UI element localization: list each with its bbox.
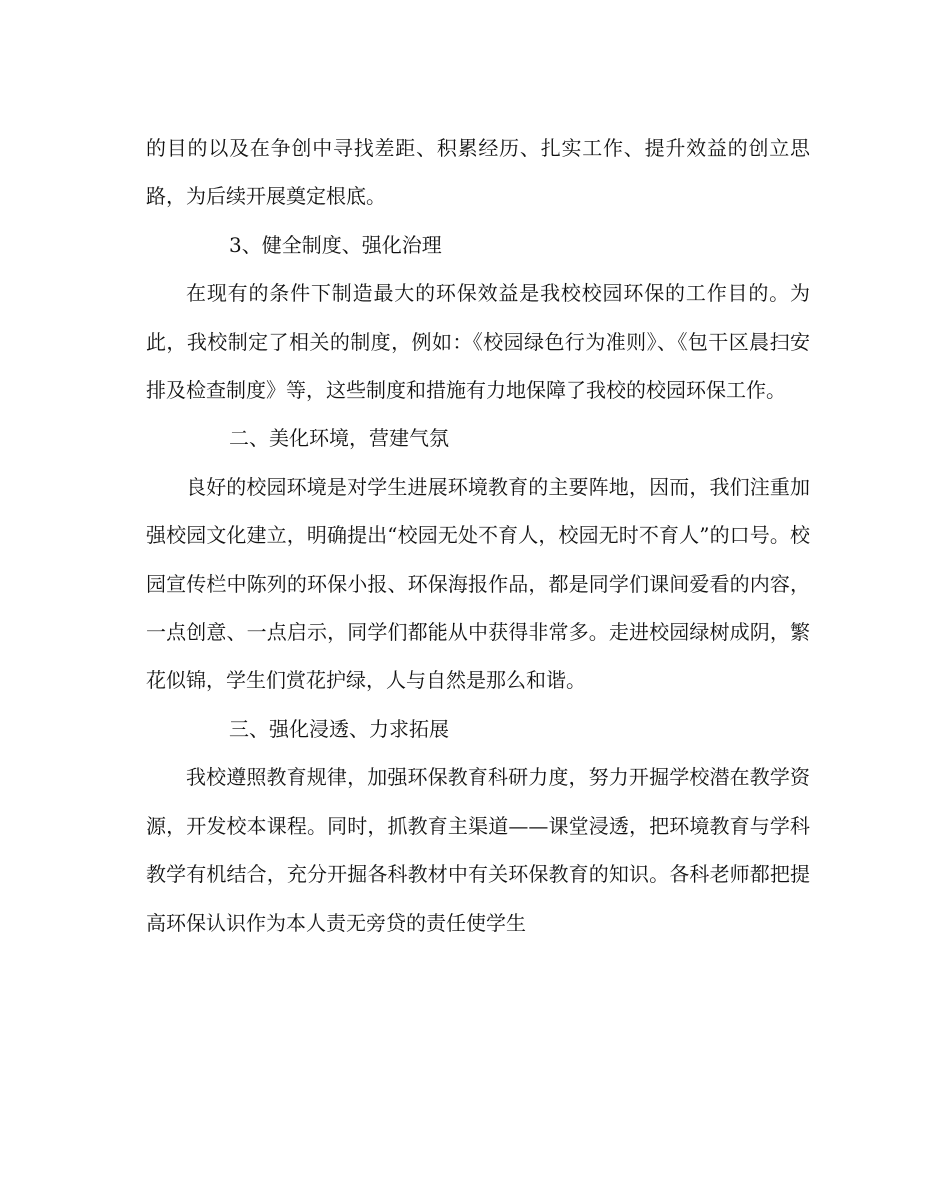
paragraph-continuation: 的目的以及在争创中寻找差距、积累经历、扎实工作、提升效益的创立思路，为后续开展奠定根底。	[146, 136, 810, 209]
paragraph-education: 我校遵照教育规律，加强环保教育科研力度，努力开掘学校潜在教学资源，开发校本课程。同时，抓教育主渠道——课堂浸透，把环境教育与学科教学有机结合，充分开掘各科教材中有关环保教育的知识。各科老师都把提高环保认识作为本人责无旁贷的责任使学生	[146, 765, 810, 935]
paragraph-campus-environment: 良好的校园环境是对学生进展环境教育的主要阵地，因而，我们注重加强校园文化建立，明确提出“校园无处不育人，校园无时不育人”的口号。校园宣传栏中陈列的环保小报、环保海报作品，都是同学们课间爱看的内容，一点创意、一点启示，同学们都能从中获得非常多。走进校园绿树成阴，繁花似锦，学生们赏花护绿，人与自然是那么和谐。	[146, 474, 810, 693]
paragraph-regulations: 在现有的条件下制造最大的环保效益是我校校园环保的工作目的。为此，我校制定了相关的制度，例如：《校园绿色行为准则》、《包干区晨扫安排及检查制度》等，这些制度和措施有力地保障了我校的校园环保工作。	[146, 281, 810, 403]
section-heading-3: 3、健全制度、强化治理	[229, 232, 442, 257]
section-heading-three: 三、强化浸透、力求拓展	[229, 716, 449, 741]
document-body	[146, 124, 810, 947]
section-heading-two: 二、美化环境，营建气氛	[229, 426, 449, 451]
